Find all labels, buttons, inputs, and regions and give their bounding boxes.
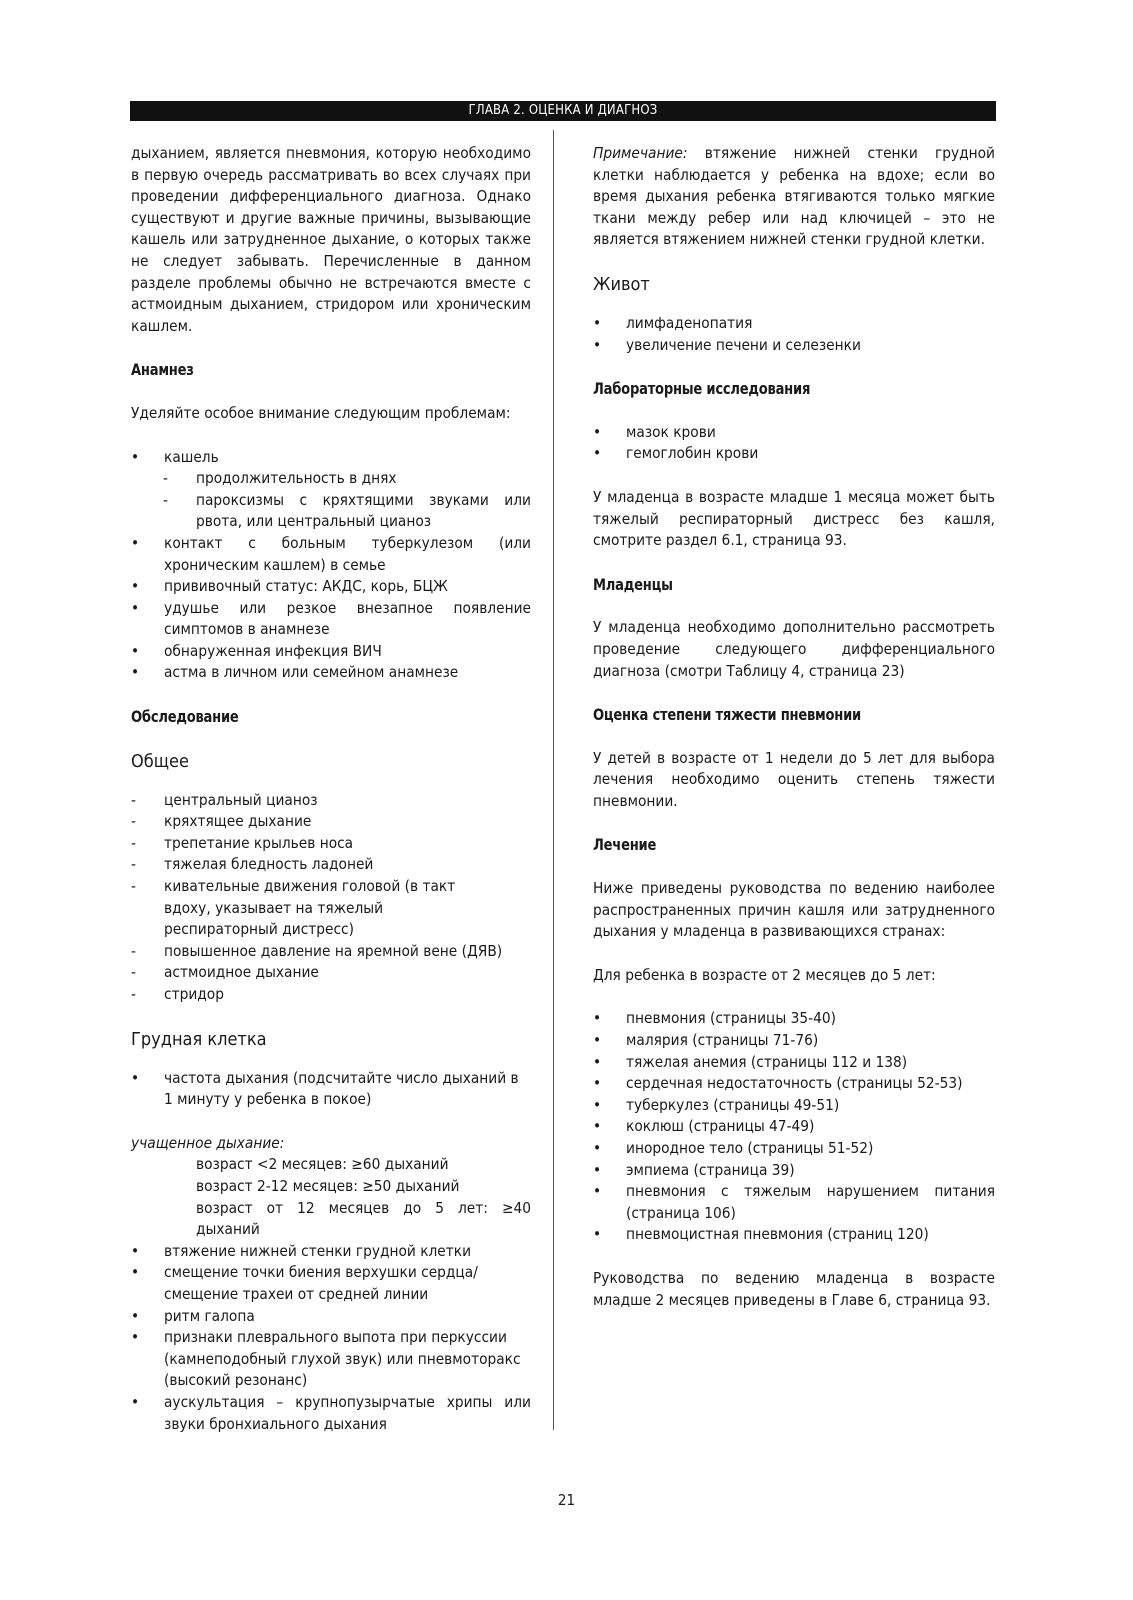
cough-sublist bbox=[131, 468, 531, 533]
list-item: • смещение точки биения верхушки сердца/смещение трахеи от средней линии bbox=[131, 1263, 478, 1303]
bullet-icon: • bbox=[593, 1160, 602, 1179]
bullet-icon: • bbox=[131, 641, 140, 660]
bullet-icon: • bbox=[593, 1009, 602, 1028]
left-column bbox=[131, 143, 531, 1435]
bullet-icon: • bbox=[131, 533, 140, 552]
list-item: - продолжительность в днях bbox=[163, 468, 531, 490]
list-item: • пневмония (страницы 35-40) bbox=[593, 1008, 995, 1030]
bullet-icon: • bbox=[593, 1182, 602, 1201]
severity-heading: Оценка степени тяжести пневмонии bbox=[593, 705, 862, 725]
fast-breathing-rates bbox=[131, 1154, 531, 1240]
list-item: • эмпиема (страница 39) bbox=[593, 1160, 995, 1182]
anamnesis-list bbox=[131, 447, 531, 685]
lab-list bbox=[593, 422, 995, 465]
general-list bbox=[131, 790, 531, 1006]
list-item: - кряхтящее дыхание bbox=[131, 811, 531, 833]
bullet-icon: • bbox=[131, 447, 140, 466]
list-item: • втяжение нижней стенки грудной клетки bbox=[131, 1241, 531, 1263]
bullet-icon: • bbox=[131, 1263, 140, 1282]
bullet-icon: • bbox=[131, 663, 140, 682]
list-item: - пароксизмы с кряхтящими звуками или рвота, или центральный цианоз bbox=[163, 490, 531, 531]
chest-list bbox=[131, 1241, 531, 1435]
treatment-paragraph: Ниже приведены руководства по ведению наиболее распространенных причин кашля или затрудненного дыхания у младенца в развивающихся странах: bbox=[593, 879, 995, 941]
right-column bbox=[593, 143, 995, 1311]
rate-line: возраст от 12 месяцев до 5 лет: ≥40 дыханий bbox=[196, 1198, 531, 1239]
age-paragraph: Для ребенка в возрасте от 2 месяцев до 5 лет: bbox=[593, 965, 936, 984]
guide-paragraph: Руководства по ведению младенца в возрасте младше 2 месяцев приведены в Главе 6, страница 93. bbox=[593, 1268, 995, 1309]
list-item: • коклюш (страницы 47-49) bbox=[593, 1116, 995, 1138]
list-item: • увеличение печени и селезенки bbox=[593, 335, 995, 357]
dash-icon: - bbox=[131, 985, 136, 1003]
dash-icon: - bbox=[131, 855, 136, 874]
list-item: • аускультация – крупнопузырчатые хрипы или звуки бронхиального дыхания bbox=[131, 1392, 531, 1433]
chest-list-first bbox=[131, 1068, 531, 1111]
note-text: втяжение нижней стенки грудной клетки наблюдается у ребенка на вдохе; если во время дыхания ребенка втягиваются только мягкие ткани между ребер или над ключицей – это не является втяжением нижней стенки грудной клетки. bbox=[593, 144, 995, 249]
note-paragraph bbox=[593, 143, 995, 251]
list-item: • туберкулез (страницы 49-51) bbox=[593, 1095, 995, 1117]
column-divider bbox=[553, 130, 554, 1430]
dash-icon: - bbox=[131, 941, 136, 960]
dash-icon: - bbox=[131, 877, 136, 896]
treatment-list bbox=[593, 1008, 995, 1246]
list-item: - стридор bbox=[131, 984, 531, 1006]
bullet-icon: • bbox=[593, 313, 602, 332]
abdomen-heading: Живот bbox=[593, 273, 650, 295]
list-item: • пневмоцистная пневмония (страниц 120) bbox=[593, 1224, 995, 1246]
bullet-icon: • bbox=[593, 1225, 602, 1244]
infants-heading: Младенцы bbox=[593, 574, 673, 594]
bullet-icon: • bbox=[593, 1139, 602, 1157]
bullet-icon: • bbox=[593, 335, 602, 354]
dash-icon: - bbox=[131, 963, 136, 982]
list-item: • сердечная недостаточность (страницы 52-53) bbox=[593, 1073, 995, 1095]
list-item: • малярия (страницы 71-76) bbox=[593, 1030, 995, 1052]
list-item: • тяжелая анемия (страницы 112 и 138) bbox=[593, 1052, 995, 1074]
list-item: • мазок крови bbox=[593, 422, 995, 444]
bullet-icon: • bbox=[131, 1392, 140, 1411]
dash-icon: - bbox=[163, 469, 168, 488]
lab-heading: Лабораторные исследования bbox=[593, 379, 811, 399]
bullet-icon: • bbox=[593, 1031, 602, 1050]
infants-paragraph: У младенца необходимо дополнительно рассмотреть проведение следующего дифференциального диагноза (смотри Таблицу 4, страница 23) bbox=[593, 618, 995, 680]
anamnesis-heading: Анамнез bbox=[131, 360, 194, 380]
list-item: • инородное тело (страницы 51-52) bbox=[593, 1138, 995, 1160]
list-item: - центральный цианоз bbox=[131, 790, 531, 812]
dash-icon: - bbox=[131, 833, 136, 852]
list-item: • контакт с больным туберкулезом (или хроническим кашлем) в семье bbox=[131, 533, 531, 574]
list-item: • прививочный статус: АКДС, корь, БЦЖ bbox=[131, 576, 531, 598]
dash-icon: - bbox=[131, 790, 136, 809]
bullet-icon: • bbox=[131, 1328, 140, 1347]
list-item: • ритм галопа bbox=[131, 1306, 531, 1328]
list-item: - повышенное давление на яремной вене (ДЯВ) bbox=[131, 941, 531, 963]
list-item: • гемоглобин крови bbox=[593, 443, 995, 465]
list-item: - кивательные движения головой (в такт вдоху, указывает на тяжелый респираторный дистресс) bbox=[131, 877, 456, 939]
dash-icon: - bbox=[131, 812, 136, 831]
intro-paragraph: дыханием, является пневмония, которую необходимо в первую очередь рассматривать во всех случаях при проведении дифференциального диагноза. Однако существуют и другие важные причины, вызывающие кашель или затрудненное дыхание, о которых также не следует забывать. Перечисленные в данном разделе проблемы обычно не встречаются вместе с астмоидным дыханием, стридором или хроническим кашлем. bbox=[131, 144, 531, 335]
general-heading: Общее bbox=[131, 750, 189, 772]
bullet-icon: • bbox=[593, 422, 602, 441]
list-item: • частота дыхания (подсчитайте число дыханий в 1 минуту у ребенка в покое) bbox=[131, 1068, 519, 1109]
bullet-icon: • bbox=[131, 577, 140, 596]
page-number: 21 bbox=[557, 1491, 576, 1509]
list-item: - трепетание крыльев носа bbox=[131, 833, 531, 855]
chest-heading: Грудная клетка bbox=[131, 1028, 267, 1050]
note-label: Примечание: bbox=[593, 144, 688, 162]
list-item: • пневмония с тяжелым нарушением питания (страница 106) bbox=[593, 1182, 995, 1222]
anamnesis-intro: Уделяйте особое внимание следующим проблемам: bbox=[131, 403, 511, 422]
bullet-icon: • bbox=[131, 1241, 140, 1260]
bullet-icon: • bbox=[593, 444, 602, 463]
list-item: - астмоидное дыхание bbox=[131, 962, 531, 984]
bullet-icon: • bbox=[593, 1074, 602, 1093]
fast-breathing-label: учащенное дыхание: bbox=[131, 1133, 285, 1152]
bullet-icon: • bbox=[593, 1052, 602, 1071]
bullet-icon: • bbox=[131, 598, 140, 617]
list-item: • астма в личном или семейном анамнезе bbox=[131, 662, 531, 684]
list-item: - тяжелая бледность ладоней bbox=[131, 854, 531, 876]
chapter-title: ГЛАВА 2. ОЦЕНКА И ДИАГНОЗ bbox=[468, 103, 658, 118]
rate-line: возраст 2-12 месяцев: ≥50 дыханий bbox=[196, 1176, 460, 1195]
lab-note: У младенца в возрасте младше 1 месяца может быть тяжелый респираторный дистресс без кашля, смотрите раздел 6.1, страница 93. bbox=[593, 487, 995, 550]
bullet-icon: • bbox=[131, 1306, 140, 1325]
list-item: • признаки плеврального выпота при перкуссии (камнеподобный глухой звук) или пневмоторакс (высокий резонанс) bbox=[131, 1328, 521, 1390]
list-item: • обнаруженная инфекция ВИЧ bbox=[131, 641, 531, 663]
chapter-header-bar bbox=[130, 101, 996, 121]
dash-icon: - bbox=[163, 490, 168, 509]
bullet-icon: • bbox=[131, 1068, 140, 1087]
severity-paragraph: У детей в возрасте от 1 недели до 5 лет для выбора лечения необходимо оценить степень тяжести пневмонии. bbox=[593, 748, 995, 810]
exam-heading: Обследование bbox=[131, 707, 239, 727]
bullet-icon: • bbox=[593, 1117, 602, 1136]
list-item: • лимфаденопатия bbox=[593, 313, 995, 335]
bullet-icon: • bbox=[593, 1095, 602, 1114]
list-item: • кашель - продолжительность в днях - пароксизмы с кряхтящими звуками или рвота, или центральный цианоз bbox=[131, 447, 531, 533]
abdomen-list bbox=[593, 313, 995, 356]
list-item: • удушье или резкое внезапное появление симптомов в анамнезе bbox=[131, 598, 531, 639]
rate-line: возраст <2 месяцев: ≥60 дыханий bbox=[196, 1155, 449, 1174]
treatment-heading: Лечение bbox=[593, 835, 657, 855]
